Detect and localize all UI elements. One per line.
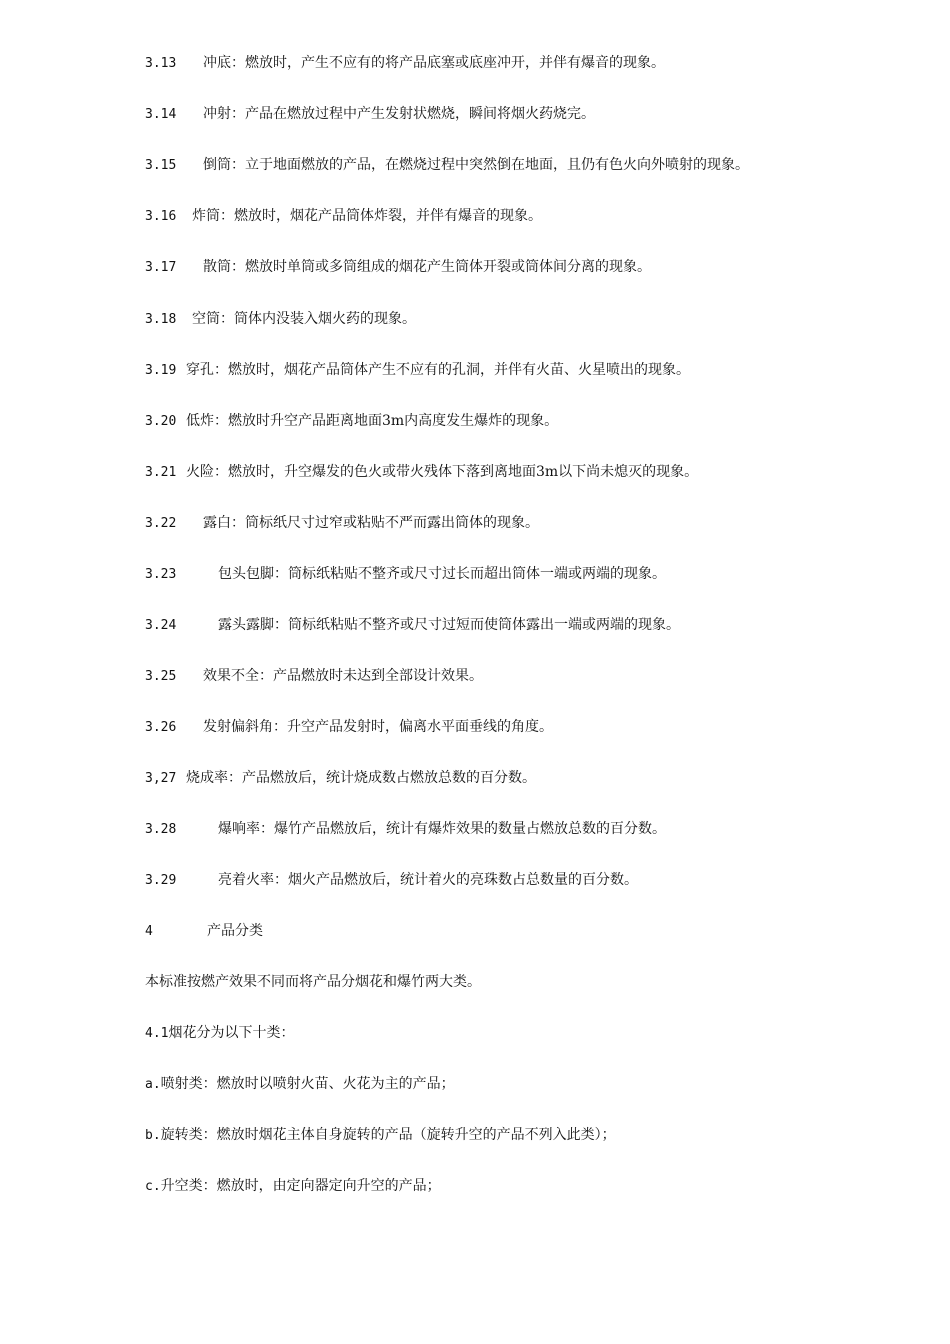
list-marker: a. — [145, 1077, 161, 1092]
list-item-text: 升空类：燃放时，由定向器定向升空的产品； — [160, 1178, 441, 1194]
list-marker: c. — [145, 1179, 161, 1194]
clause-number: 3.18 — [145, 312, 177, 327]
definition-3-20 — [145, 411, 910, 432]
clause-4-1 — [145, 1023, 910, 1044]
clause-text: 包头包脚：筒标纸粘贴不整齐或尺寸过长而超出筒体一端或两端的现象。 — [218, 566, 666, 582]
clause-text: 散筒：燃放时单筒或多筒组成的烟花产生筒体开裂或筒体间分离的现象。 — [203, 259, 651, 275]
section-title: 产品分类 — [207, 923, 263, 939]
definition-3-27 — [145, 768, 910, 789]
definition-3-18 — [145, 309, 910, 330]
clause-text: 低炸：燃放时升空产品距离地面3m内高度发生爆炸的现象。 — [186, 413, 559, 429]
definition-3-29 — [145, 870, 910, 891]
clause-text: 爆响率：爆竹产品燃放后，统计有爆炸效果的数量占燃放总数的百分数。 — [218, 821, 666, 837]
clause-number: 3.19 — [145, 363, 177, 378]
clause-number: 3.13 — [145, 56, 177, 71]
clause-text: 冲射：产品在燃放过程中产生发射状燃烧，瞬间将烟火药烧完。 — [203, 106, 595, 122]
clause-number: 3.24 — [145, 618, 177, 633]
clause-number: 3.20 — [145, 414, 177, 429]
clause-number: 3.25 — [145, 669, 177, 684]
definition-3-24 — [145, 615, 910, 636]
paragraph — [145, 972, 910, 992]
clause-number: 3.23 — [145, 567, 177, 582]
definition-3-17 — [145, 257, 910, 278]
clause-number: 3.14 — [145, 107, 177, 122]
definition-3-28 — [145, 819, 910, 840]
clause-number: 3,27 — [145, 771, 177, 786]
clause-text: 露白：筒标纸尺寸过窄或粘贴不严而露出筒体的现象。 — [203, 515, 539, 531]
definition-3-16 — [145, 206, 910, 227]
definition-3-26 — [145, 717, 910, 738]
section-heading-4 — [145, 921, 910, 942]
clause-number: 3.29 — [145, 873, 177, 888]
definition-3-13 — [145, 53, 910, 74]
clause-number: 3.21 — [145, 465, 177, 480]
clause-number: 3.22 — [145, 516, 177, 531]
list-item-text: 旋转类：燃放时烟花主体自身旋转的产品（旋转升空的产品不列入此类）； — [160, 1127, 616, 1143]
clause-number: 3.26 — [145, 720, 177, 735]
list-item-a — [145, 1074, 910, 1095]
section-number: 4 — [145, 924, 153, 939]
clause-text: 火险：燃放时，升空爆发的色火或带火残体下落到离地面3m以下尚未熄灭的现象。 — [186, 464, 699, 480]
list-item-text: 喷射类：燃放时以喷射火苗、火花为主的产品； — [160, 1076, 455, 1092]
clause-number: 3.16 — [145, 209, 177, 224]
clause-text: 空筒：筒体内没装入烟火药的现象。 — [192, 311, 416, 327]
list-marker: b. — [145, 1128, 161, 1143]
definition-3-19 — [145, 360, 910, 381]
clause-text: 烧成率：产品燃放后，统计烧成数占燃放总数的百分数。 — [186, 770, 536, 786]
clause-number: 3.15 — [145, 158, 177, 173]
clause-text: 发射偏斜角：升空产品发射时，偏离水平面垂线的角度。 — [203, 719, 553, 735]
clause-number: 3.28 — [145, 822, 177, 837]
clause-text: 穿孔：燃放时，烟花产品筒体产生不应有的孔洞，并伴有火苗、火星喷出的现象。 — [186, 362, 690, 378]
clause-number: 3.17 — [145, 260, 177, 275]
clause-text: 露头露脚：筒标纸粘贴不整齐或尺寸过短而使筒体露出一端或两端的现象。 — [218, 617, 680, 633]
clause-text: 亮着火率：烟火产品燃放后，统计着火的亮珠数占总数量的百分数。 — [218, 872, 638, 888]
definition-3-15 — [145, 155, 910, 176]
clause-number: 4.1 — [145, 1026, 169, 1041]
clause-text: 烟花分为以下十类： — [168, 1025, 295, 1041]
clause-text: 效果不全：产品燃放时未达到全部设计效果。 — [203, 668, 483, 684]
paragraph-text: 本标准按燃产效果不同而将产品分烟花和爆竹两大类。 — [145, 974, 481, 990]
list-item-c — [145, 1176, 910, 1197]
clause-text: 倒筒：立于地面燃放的产品，在燃烧过程中突然倒在地面，且仍有色火向外喷射的现象。 — [203, 157, 749, 173]
clause-text: 炸筒：燃放时，烟花产品筒体炸裂，并伴有爆音的现象。 — [192, 208, 542, 224]
definition-3-14 — [145, 104, 910, 125]
definition-3-25 — [145, 666, 910, 687]
definition-3-23 — [145, 564, 910, 585]
definition-3-22 — [145, 513, 910, 534]
definition-3-21 — [145, 462, 910, 483]
list-item-b — [145, 1125, 910, 1146]
clause-text: 冲底：燃放时，产生不应有的将产品底塞或底座冲开，并伴有爆音的现象。 — [203, 55, 665, 71]
